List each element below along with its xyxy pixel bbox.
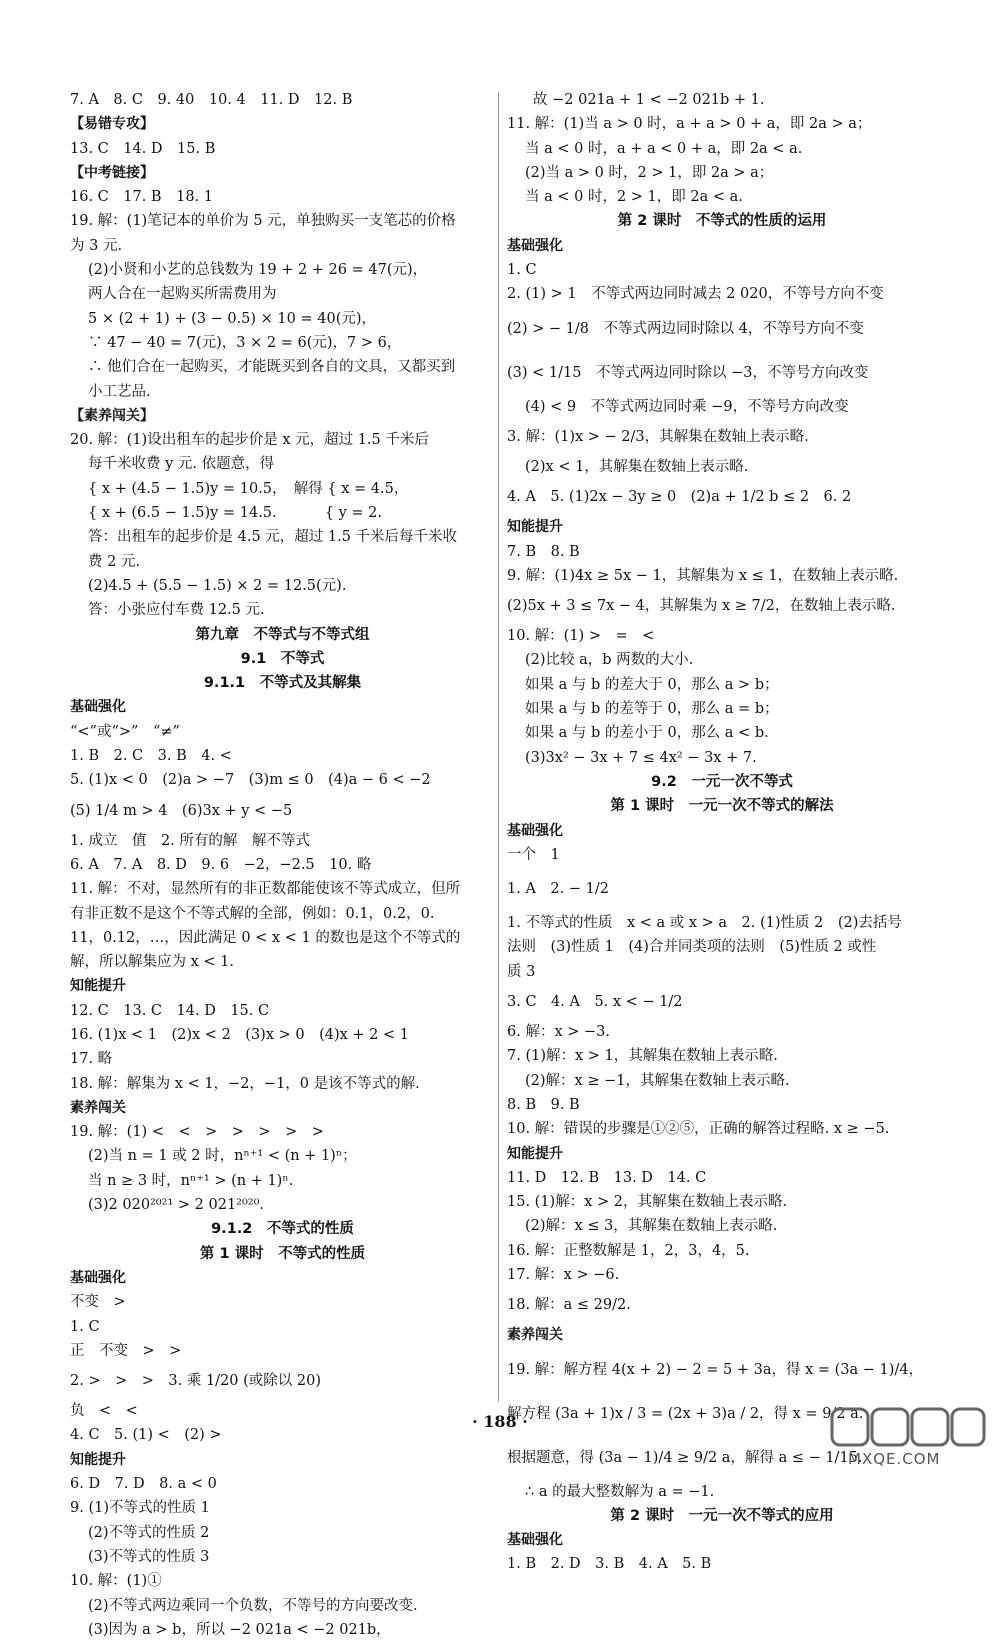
section-label: 【易错专攻】	[70, 116, 154, 133]
answer-line: 如果 a 与 b 的差大于 0，那么 a > b；	[525, 676, 779, 693]
answer-line: 11. 解：不对，显然所有的非正数都能使该不等式成立，但所	[70, 881, 461, 898]
answer-line: ∵ 47 − 40 = 7(元)，3 × 2 = 6(元)，7 > 6，	[88, 334, 402, 351]
section-label: 知能提升	[507, 519, 563, 536]
answer-line: 20. 解：(1)设出租车的起步价是 x 元，超过 1.5 千米后	[70, 432, 429, 449]
answer-line: 1. A 2. − 1/2	[507, 881, 609, 898]
answer-line: 3. C 4. A 5. x < − 1/2	[507, 994, 683, 1011]
answer-line: 16. (1)x < 1 (2)x < 2 (3)x > 0 (4)x + 2 < 1	[70, 1026, 410, 1043]
right-column	[507, 88, 937, 1577]
answer-line: ∴ a 的最大整数解为 a = −1.	[525, 1483, 715, 1500]
answer-line: 一个 1	[507, 846, 560, 863]
answer-line: 质 3	[507, 963, 536, 980]
section-label: 【中考链接】	[70, 164, 154, 181]
answer-line: 1. 不等式的性质 x < a 或 x > a 2. (1)性质 2 (2)去括号	[507, 915, 902, 932]
watermark-text: MXQE.COM	[848, 1450, 941, 1468]
answer-line: { x + (6.5 − 1.5)y = 14.5. { y = 2.	[88, 505, 382, 522]
answer-line: 根据题意，得 (3a − 1)/4 ≥ 9/2 a，解得 a ≤ − 1/15.	[507, 1449, 863, 1466]
answer-line: 9. (1)不等式的性质 1	[70, 1500, 210, 1517]
answer-line: 故 −2 021a + 1 < −2 021b + 1.	[533, 92, 765, 108]
answer-line: 有非正数不是这个不等式解的全部，例如：0.1，0.2，0.	[70, 905, 435, 922]
answer-line: 10. 解：(1) > = <	[507, 628, 655, 645]
answer-line: 3. 解：(1)x > − 2/3，其解集在数轴上表示略.	[507, 428, 809, 445]
answer-line: 费 2 元.	[88, 553, 141, 570]
answer-line: 每千米收费 y 元. 依题意，得	[88, 456, 275, 473]
answer-line: (2)5x + 3 ≤ 7x − 4，其解集为 x ≥ 7/2，在数轴上表示略.	[507, 598, 896, 615]
answer-line: 6. A 7. A 8. D 9. 6 −2，−2.5 10. 略	[70, 856, 372, 873]
section-label: 素养闯关	[507, 1327, 563, 1344]
answer-line: (2)解：x ≤ 3，其解集在数轴上表示略.	[525, 1218, 778, 1235]
answer-line: (3)不等式的性质 3	[88, 1548, 210, 1565]
left-column	[70, 88, 495, 1642]
answer-line: 16. 解：正整数解是 1，2，3，4，5.	[507, 1242, 750, 1259]
answer-line: 1. C	[70, 1318, 100, 1335]
section-heading: 第 2 课时 不等式的性质的运用	[617, 213, 827, 230]
answer-line: “<”或“>” “≠”	[70, 723, 180, 740]
answer-line: 1. B 2. D 3. B 4. A 5. B	[507, 1556, 712, 1573]
answer-line: 17. 略	[70, 1051, 113, 1068]
answer-line: (3)3x² − 3x + 7 ≤ 4x² − 3x + 7.	[525, 749, 757, 766]
column-divider	[498, 92, 499, 1402]
section-heading: 9.1.2 不等式的性质	[211, 1221, 354, 1238]
answer-line: 8. B 9. B	[507, 1096, 580, 1113]
section-label: 知能提升	[70, 1451, 126, 1468]
answer-line: (2)不等式两边乘同一个负数，不等号的方向要改变.	[88, 1597, 418, 1614]
answer-line: 10. 解：(1)①	[70, 1573, 162, 1590]
answer-line: 11. D 12. B 13. D 14. C	[507, 1169, 707, 1186]
answer-line: (2)比较 a，b 两数的大小.	[525, 652, 694, 669]
answer-line: 负 < <	[70, 1403, 138, 1420]
section-heading: 9.2 一元一次不等式	[651, 773, 793, 790]
answer-line: 正 不变 > >	[70, 1342, 182, 1359]
answer-line: { x + (4.5 − 1.5)y = 10.5， 解得 { x = 4.5，	[88, 480, 409, 497]
answer-line: 当 n ≥ 3 时，nⁿ⁺¹ > (n + 1)ⁿ.	[88, 1172, 294, 1189]
section-heading: 9.1.1 不等式及其解集	[203, 675, 362, 692]
answer-line: (2) > − 1/8 不等式两边同时除以 4，不等号方向不变	[507, 320, 864, 337]
answer-line: 19. 解：(1) < < > > > > >	[70, 1124, 324, 1141]
section-label: 基础强化	[507, 1532, 563, 1549]
answer-line: 18. 解：解集为 x < 1，−2，−1，0 是该不等式的解.	[70, 1075, 420, 1092]
answer-line: 如果 a 与 b 的差等于 0，那么 a = b；	[525, 701, 779, 718]
answer-line: 当 a < 0 时，a + a < 0 + a，即 2a < a.	[525, 140, 803, 157]
answer-line: 7. (1)解：x > 1，其解集在数轴上表示略.	[507, 1048, 778, 1065]
answer-line: 为 3 元.	[70, 237, 123, 254]
answer-line: 1. C	[507, 262, 537, 279]
answer-line: 1. B 2. C 3. B 4. <	[70, 748, 232, 765]
answer-line: 6. D 7. D 8. a < 0	[70, 1476, 217, 1493]
section-heading: 9.1 不等式	[240, 650, 325, 667]
section-label: 基础强化	[70, 1269, 126, 1286]
answer-line: (2)不等式的性质 2	[88, 1524, 210, 1541]
answer-line: 如果 a 与 b 的差小于 0，那么 a < b.	[525, 725, 769, 742]
answer-line: 2. (1) > 1 不等式两边同时减去 2 020，不等号方向不变	[507, 286, 884, 303]
answer-line: 答：小张应付车费 12.5 元.	[88, 602, 265, 619]
answer-line: 7. B 8. B	[507, 543, 580, 560]
section-label: 知能提升	[507, 1145, 563, 1162]
section-label: 基础强化	[507, 822, 563, 839]
answer-line: 6. 解：x > −3.	[507, 1024, 610, 1041]
section-heading: 第 1 课时 不等式的性质	[199, 1245, 366, 1262]
answer-line: (3)因为 a > b，所以 −2 021a < −2 021b，	[88, 1621, 391, 1638]
answer-line: 解方程 (3a + 1)x / 3 = (2x + 3)a / 2，得 x = 9/2 a.	[507, 1405, 864, 1422]
section-label: 素养闯关	[70, 1099, 126, 1116]
answer-line: 小工艺品.	[88, 383, 151, 400]
answer-line: 答：出租车的起步价是 4.5 元，超过 1.5 千米后每千米收	[88, 529, 458, 546]
answer-line: 9. 解：(1)4x ≥ 5x − 1，其解集为 x ≤ 1，在数轴上表示略.	[507, 567, 899, 584]
answer-line: 16. C 17. B 18. 1	[70, 189, 213, 206]
answer-line: 11. 解：(1)当 a > 0 时，a + a > 0 + a，即 2a > a；	[507, 116, 872, 133]
answer-line: 4. C 5. (1) < (2) >	[70, 1427, 222, 1444]
answer-line: 18. 解：a ≤ 29/2.	[507, 1297, 631, 1314]
answer-line: 不变 >	[70, 1294, 126, 1311]
section-heading: 第九章 不等式与不等式组	[195, 626, 370, 643]
section-label: 基础强化	[70, 699, 126, 716]
section-heading: 第 1 课时 一元一次不等式的解法	[610, 798, 834, 815]
answer-line: 11，0.12，…，因此满足 0 < x < 1 的数也是这个不等式的	[70, 929, 461, 946]
answer-line: 19. 解：(1)笔记本的单价为 5 元，单独购买一支笔芯的价格	[70, 213, 456, 230]
answer-line: 两人合在一起购买所需费用为	[88, 286, 277, 303]
answer-line: 2. > > > 3. 乘 1/20 (或除以 20)	[70, 1373, 321, 1390]
answer-line: 10. 解：错误的步骤是①②⑤，正确的解答过程略. x ≥ −5.	[507, 1121, 890, 1138]
answer-line: (5) 1/4 m > 4 (6)3x + y < −5	[70, 802, 293, 819]
page-number: · 188 ·	[472, 1412, 528, 1431]
answer-line: 7. A 8. C 9. 40 10. 4 11. D 12. B	[70, 92, 353, 108]
section-label: 【素养闯关】	[70, 407, 154, 424]
answer-line: 17. 解：x > −6.	[507, 1266, 620, 1283]
answer-line: 5 × (2 + 1) + (3 − 0.5) × 10 = 40(元)，	[88, 310, 377, 327]
answer-line: 当 a < 0 时，2 > 1，即 2a < a.	[525, 189, 743, 206]
answer-line: 4. A 5. (1)2x − 3y ≥ 0 (2)a + 1/2 b ≤ 2 6. 2	[507, 489, 852, 506]
answer-line: 12. C 13. C 14. D 15. C	[70, 1002, 270, 1019]
answer-line: 15. (1)解：x > 2，其解集在数轴上表示略.	[507, 1194, 788, 1211]
answer-line: 13. C 14. D 15. B	[70, 140, 216, 157]
section-label: 基础强化	[507, 237, 563, 254]
answer-line: (2)小贤和小艺的总钱数为 19 + 2 + 26 = 47(元)，	[88, 262, 428, 279]
answer-line: 1. 成立 值 2. 所有的解 解不等式	[70, 832, 310, 849]
answer-line: (2)当 n = 1 或 2 时，nⁿ⁺¹ < (n + 1)ⁿ；	[88, 1148, 357, 1165]
answer-line: 19. 解：解方程 4(x + 2) − 2 = 5 + 3a，得 x = (3a − 1)/4，	[507, 1361, 924, 1378]
answer-line: (3)2 020²⁰²¹ > 2 021²⁰²⁰.	[88, 1197, 265, 1214]
answer-line: 5. (1)x < 0 (2)a > −7 (3)m ≤ 0 (4)a − 6 < −2	[70, 772, 431, 789]
answer-line: ∴ 他们合在一起购买，才能既买到各自的文具，又都买到	[88, 359, 456, 376]
answer-line: (2)x < 1，其解集在数轴上表示略.	[525, 458, 749, 475]
answer-line: (2)4.5 + (5.5 − 1.5) × 2 = 12.5(元).	[88, 577, 347, 594]
answer-line: (3) < 1/15 不等式两边同时除以 −3，不等号方向改变	[507, 364, 869, 381]
section-label: 知能提升	[70, 978, 126, 995]
answer-line: (2)解：x ≥ −1，其解集在数轴上表示略.	[525, 1072, 790, 1089]
answer-line: 解，所以解集应为 x < 1.	[70, 954, 234, 971]
answer-line: 法则 (3)性质 1 (4)合并同类项的法则 (5)性质 2 或性	[507, 939, 877, 956]
answer-line: (4) < 9 不等式两边同时乘 −9，不等号方向改变	[525, 398, 849, 415]
answer-line: (2)当 a > 0 时，2 > 1，即 2a > a；	[525, 164, 774, 181]
section-heading: 第 2 课时 一元一次不等式的应用	[610, 1507, 834, 1524]
